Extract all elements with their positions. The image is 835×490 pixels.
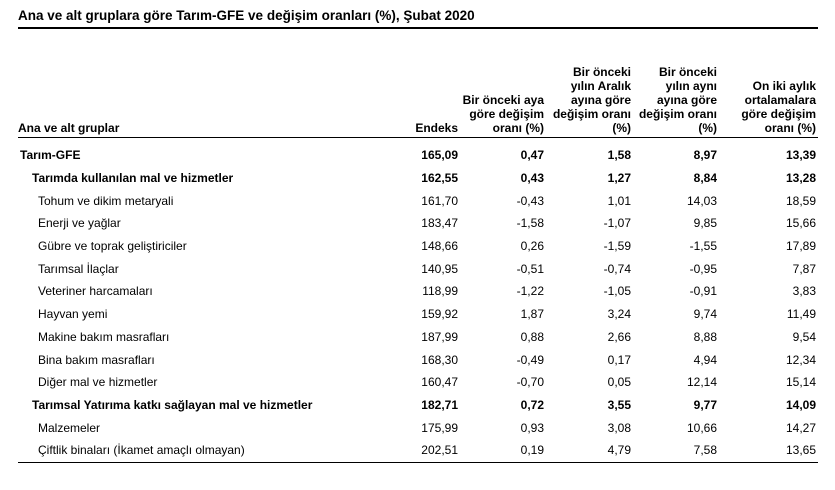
- row-monthly-change: 0,93: [520, 420, 544, 435]
- row-group-name: Makine bakım masrafları: [38, 329, 170, 344]
- row-december-change: -1,59: [603, 239, 631, 254]
- column-header-monthly-change: Bir önceki aya göre değişim oranı (%): [460, 28, 546, 138]
- row-twelve-month-average-change: 18,59: [785, 193, 816, 208]
- row-december-change: 3,24: [607, 307, 631, 322]
- row-twelve-month-average-change: 17,89: [785, 239, 816, 254]
- row-december-change: -0,74: [603, 261, 631, 276]
- table-row: [18, 235, 818, 258]
- row-twelve-month-average-change: 9,54: [792, 329, 816, 344]
- row-annual-change: 9,77: [693, 397, 717, 412]
- table-title: Ana ve alt gruplara göre Tarım-GFE ve değişim oranları (%), Şubat 2020: [18, 8, 475, 23]
- row-twelve-month-average-change: 15,14: [785, 375, 816, 390]
- row-group-name: Çiftlik binaları (İkamet amaçlı olmayan): [18, 439, 390, 462]
- column-header-twelve-month-average-change: On iki aylık ortalamalara göre değişim oranı (%): [719, 28, 818, 138]
- row-december-change: 4,79: [546, 439, 633, 462]
- row-group-name: Diğer mal ve hizmetler: [38, 375, 158, 390]
- row-monthly-change: 0,19: [460, 439, 546, 462]
- table-row: [18, 257, 818, 280]
- row-annual-change: 12,14: [686, 375, 717, 390]
- row-twelve-month-average-change: 12,34: [785, 352, 816, 367]
- row-monthly-change: 0,26: [520, 239, 544, 254]
- header-row: [18, 28, 818, 138]
- row-group-name: Tarımsal İlaçlar: [38, 261, 119, 276]
- row-monthly-change: 0,88: [520, 329, 544, 344]
- table-row: [18, 189, 818, 212]
- row-annual-change: 7,58: [633, 439, 719, 462]
- row-monthly-change: -0,70: [516, 375, 544, 390]
- row-annual-change: 4,94: [693, 352, 717, 367]
- row-group-name: Veteriner harcamaları: [38, 284, 153, 299]
- row-monthly-change: -1,22: [516, 284, 544, 299]
- table-row: [18, 416, 818, 439]
- row-twelve-month-average-change: 13,28: [785, 171, 816, 186]
- row-twelve-month-average-change: 14,27: [785, 420, 816, 435]
- row-monthly-change: 0,72: [520, 397, 544, 412]
- row-december-change: 3,55: [607, 397, 631, 412]
- row-index-value: 202,51: [390, 439, 460, 462]
- row-monthly-change: -0,43: [516, 193, 544, 208]
- row-december-change: 1,01: [607, 193, 631, 208]
- row-twelve-month-average-change: 11,49: [786, 307, 816, 322]
- row-group-name: Tarım-GFE: [20, 148, 81, 163]
- row-december-change: 2,66: [607, 329, 631, 344]
- table-row: [18, 394, 818, 417]
- row-twelve-month-average-change: 15,66: [785, 216, 816, 231]
- column-header-annual-change: Bir önceki yılın aynı ayına göre değişim oranı (%): [633, 28, 719, 138]
- row-index-value: 183,47: [421, 216, 458, 231]
- row-index-value: 175,99: [421, 420, 458, 435]
- table-row: [18, 138, 818, 167]
- row-group-name: Tarımsal Yatırıma katkı sağlayan mal ve hizmetler: [32, 397, 313, 412]
- row-monthly-change: -0,51: [516, 261, 544, 276]
- row-annual-change: -0,91: [689, 284, 717, 299]
- table-row: [18, 303, 818, 326]
- table-row: [18, 280, 818, 303]
- row-index-value: 148,66: [421, 239, 458, 254]
- row-monthly-change: -1,58: [516, 216, 544, 231]
- row-group-name: Tarımda kullanılan mal ve hizmetler: [32, 171, 234, 186]
- table-row: [18, 167, 818, 190]
- row-group-name: Bina bakım masrafları: [38, 352, 155, 367]
- row-annual-change: 9,85: [693, 216, 717, 231]
- row-group-name: Gübre ve toprak geliştiriciler: [38, 239, 187, 254]
- row-index-value: 118,99: [422, 284, 458, 299]
- table-row: [18, 348, 818, 371]
- row-annual-change: 9,74: [693, 307, 717, 322]
- row-group-name: Tohum ve dikim metaryali: [38, 193, 174, 208]
- row-annual-change: 8,88: [693, 329, 717, 344]
- row-group-name: Enerji ve yağlar: [38, 216, 121, 231]
- row-twelve-month-average-change: 14,09: [785, 397, 816, 412]
- row-december-change: 3,08: [607, 420, 631, 435]
- row-monthly-change: 1,87: [520, 307, 544, 322]
- row-index-value: 159,92: [421, 307, 458, 322]
- column-header-december-change: Bir önceki yılın Aralık ayına göre değişim oranı (%): [546, 28, 633, 138]
- row-index-value: 161,70: [421, 193, 458, 208]
- row-annual-change: -1,55: [689, 239, 717, 254]
- row-index-value: 160,47: [421, 375, 458, 390]
- row-monthly-change: -0,49: [516, 352, 544, 367]
- table-header: [18, 28, 818, 138]
- row-december-change: -1,05: [603, 284, 631, 299]
- data-table-container: [18, 27, 818, 463]
- row-december-change: 0,05: [607, 375, 631, 390]
- row-index-value: 140,95: [421, 261, 458, 276]
- column-header-groups: Ana ve alt gruplar: [18, 28, 390, 138]
- row-twelve-month-average-change: 13,39: [785, 148, 816, 163]
- row-group-name: Malzemeler: [38, 420, 101, 435]
- row-index-value: 168,30: [421, 352, 458, 367]
- table-row: [18, 212, 818, 235]
- row-annual-change: 10,66: [686, 420, 717, 435]
- table-row: [18, 371, 818, 394]
- row-annual-change: 14,03: [686, 193, 717, 208]
- table-row: [18, 439, 818, 462]
- row-monthly-change: 0,47: [520, 148, 544, 163]
- data-table: [18, 27, 818, 463]
- row-annual-change: 8,97: [693, 148, 717, 163]
- row-december-change: 1,27: [607, 171, 631, 186]
- row-twelve-month-average-change: 7,87: [792, 261, 816, 276]
- row-index-value: 162,55: [421, 171, 458, 186]
- row-group-name: Hayvan yemi: [38, 307, 108, 322]
- table-body: [18, 138, 818, 463]
- row-twelve-month-average-change: 3,83: [792, 284, 816, 299]
- row-annual-change: 8,84: [693, 171, 717, 186]
- row-december-change: 0,17: [607, 352, 631, 367]
- row-twelve-month-average-change: 13,65: [719, 439, 818, 462]
- row-index-value: 165,09: [421, 148, 458, 163]
- row-december-change: 1,58: [607, 148, 631, 163]
- row-december-change: -1,07: [603, 216, 631, 231]
- row-index-value: 187,99: [421, 329, 458, 344]
- row-index-value: 182,71: [421, 397, 458, 412]
- column-header-index: Endeks: [390, 28, 460, 138]
- row-annual-change: -0,95: [689, 261, 717, 276]
- table-row: [18, 326, 818, 349]
- row-monthly-change: 0,43: [520, 171, 544, 186]
